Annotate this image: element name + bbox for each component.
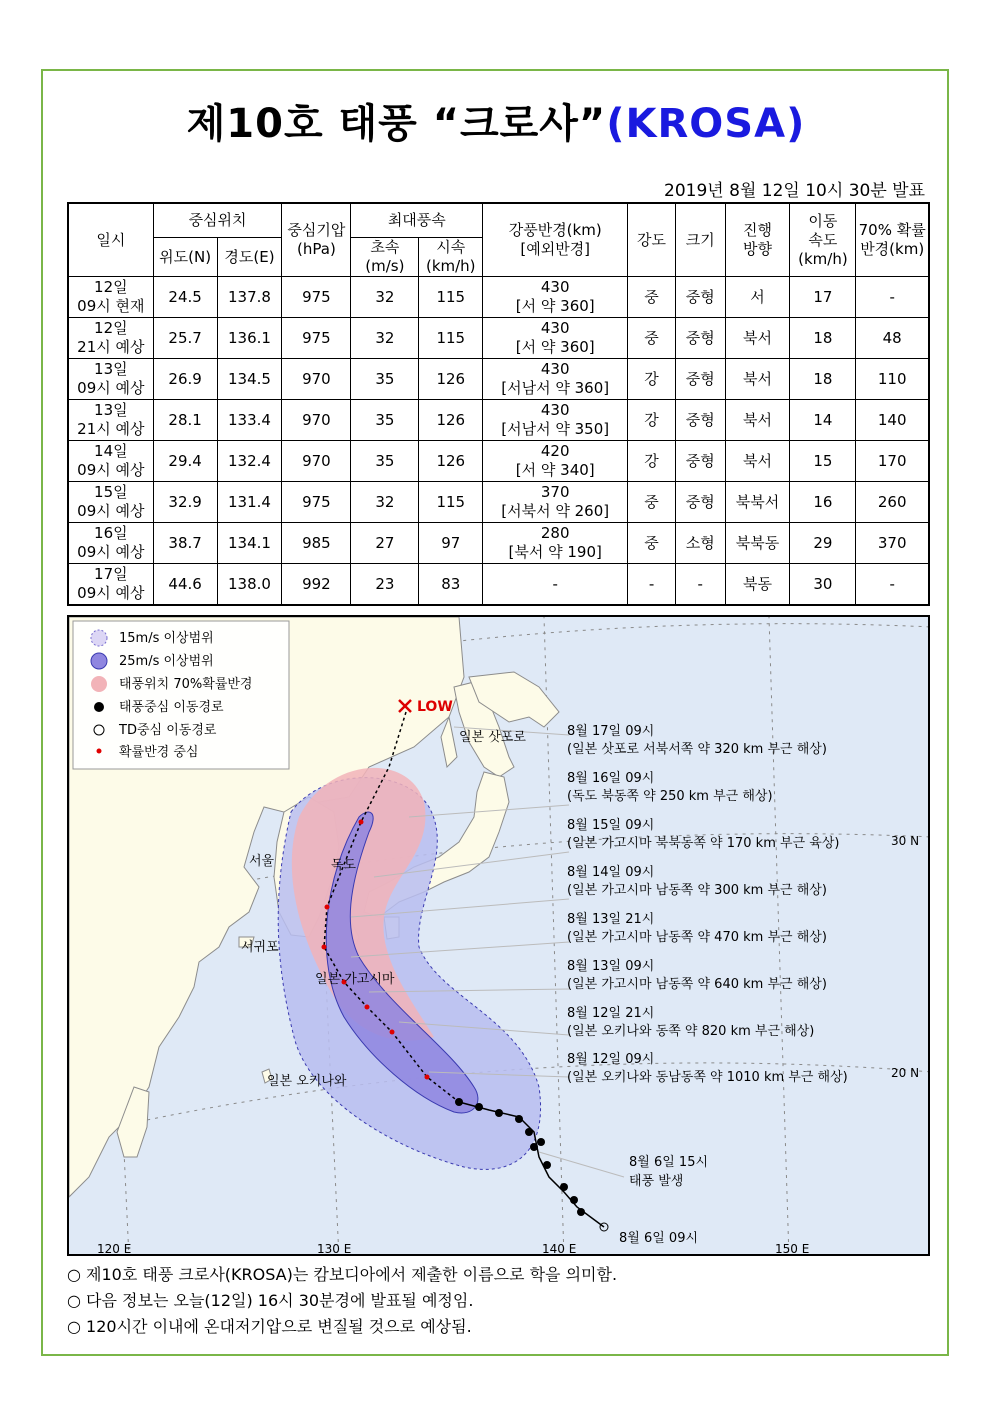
- legend-25ms-icon: [91, 653, 107, 669]
- cell-prob: 170: [856, 441, 929, 482]
- cell-speed: 18: [790, 318, 856, 359]
- cell-direction: 북북서: [725, 482, 790, 523]
- track-map: [67, 615, 930, 1256]
- place-okinawa: 일본 오키나와: [267, 1074, 347, 1089]
- header-prob: 70% 확률 반경(km): [856, 203, 929, 277]
- cell-lon: 132.4: [217, 441, 282, 482]
- cell-intensity: 중: [628, 318, 676, 359]
- cell-intensity: 중: [628, 523, 676, 564]
- header-size: 크기: [675, 203, 725, 277]
- cell-kmh: 126: [419, 441, 483, 482]
- cell-direction: 서: [725, 277, 790, 318]
- lat-label-30: 30 N: [891, 834, 920, 848]
- cell-size: 중형: [675, 277, 725, 318]
- cell-kmh: 126: [419, 400, 483, 441]
- annotation-text: (일본 오키나와 동쪽 약 820 km 부근 해상): [567, 1024, 815, 1039]
- cell-speed: 17: [790, 277, 856, 318]
- header-maxwind: 최대풍속: [351, 203, 483, 238]
- cell-speed: 15: [790, 441, 856, 482]
- cell-pressure: 970: [282, 441, 351, 482]
- lon-label-150: 150 E: [775, 1242, 810, 1256]
- cell-radius: 430 [서남서 약 350]: [483, 400, 628, 441]
- cell-prob: -: [856, 564, 929, 606]
- cell-pressure: 975: [282, 318, 351, 359]
- annotation-text: (일본 가고시마 남동쪽 약 470 km 부근 해상): [567, 930, 827, 945]
- annotation-date: 8월 17일 09시: [567, 724, 655, 739]
- cell-direction: 북서: [725, 441, 790, 482]
- cell-radius: 280 [북서 약 190]: [483, 523, 628, 564]
- table-row: [68, 277, 929, 318]
- cell-lon: 134.5: [217, 359, 282, 400]
- place-kagoshima: 일본 가고시마: [315, 972, 395, 987]
- legend: [73, 621, 289, 769]
- cell-lat: 38.7: [153, 523, 217, 564]
- header-direction: 진행 방향: [725, 203, 790, 277]
- cell-ms: 35: [351, 441, 419, 482]
- cell-kmh: 83: [419, 564, 483, 606]
- legend-15ms-icon: [91, 630, 107, 646]
- forecast-table: [67, 202, 930, 606]
- cell-speed: 18: [790, 359, 856, 400]
- place-seoul: 서울: [249, 854, 275, 869]
- cell-ms: 32: [351, 277, 419, 318]
- lon-label-120: 120 E: [97, 1242, 132, 1256]
- annotation-text: (일본 가고시마 남동쪽 약 640 km 부근 해상): [567, 977, 827, 992]
- header-lat: 위도(N): [153, 238, 217, 277]
- cell-time: 13일 21시 예상: [68, 400, 153, 441]
- cell-size: 중형: [675, 400, 725, 441]
- cell-pressure: 985: [282, 523, 351, 564]
- annotation-text: (일본 삿포로 서북서쪽 약 320 km 부근 해상): [567, 742, 827, 757]
- cell-direction: 북동: [725, 564, 790, 606]
- cell-lon: 138.0: [217, 564, 282, 606]
- genesis-date: 8월 6일 15시: [629, 1155, 709, 1170]
- annotation-date: 8월 15일 09시: [567, 818, 655, 833]
- table-row: [68, 523, 929, 564]
- place-sapporo: 일본 삿포로: [459, 730, 526, 745]
- cell-intensity: 강: [628, 359, 676, 400]
- annotation-date: 8월 16일 09시: [567, 771, 655, 786]
- legend-label-5: 확률반경 중심: [119, 745, 199, 760]
- place-dokdo: 독도: [331, 858, 357, 873]
- note-2: ○ 120시간 이내에 온대저기압으로 변질될 것으로 예상됨.: [67, 1317, 472, 1336]
- cell-direction: 북서: [725, 318, 790, 359]
- map-svg: [69, 617, 930, 1256]
- genesis-text: 태풍 발생: [629, 1174, 684, 1189]
- header-pressure: 중심기압 (hPa): [282, 203, 351, 277]
- annotation-date: 8월 12일 09시: [567, 1052, 655, 1067]
- cell-intensity: 강: [628, 400, 676, 441]
- cell-pressure: 975: [282, 482, 351, 523]
- low-label: LOW: [417, 699, 453, 715]
- cell-direction: 북서: [725, 400, 790, 441]
- annotation-text: (독도 북동쪽 약 250 km 부근 해상): [567, 789, 773, 804]
- lon-label-140: 140 E: [542, 1242, 577, 1256]
- cell-ms: 27: [351, 523, 419, 564]
- cell-prob: 260: [856, 482, 929, 523]
- cell-kmh: 115: [419, 482, 483, 523]
- notes: [67, 1262, 617, 1340]
- header-speed: 이동 속도 (km/h): [790, 203, 856, 277]
- cell-speed: 30: [790, 564, 856, 606]
- cell-time: 14일 09시 예상: [68, 441, 153, 482]
- page-title: [0, 92, 992, 149]
- cell-lat: 44.6: [153, 564, 217, 606]
- annotation-date: 8월 12일 21시: [567, 1006, 655, 1021]
- table-row: [68, 564, 929, 606]
- cell-radius: 430 [서 약 360]: [483, 277, 628, 318]
- cell-speed: 14: [790, 400, 856, 441]
- cell-lon: 133.4: [217, 400, 282, 441]
- cell-kmh: 126: [419, 359, 483, 400]
- issued-time: 2019년 8월 12일 10시 30분 발표: [664, 181, 925, 201]
- cell-kmh: 97: [419, 523, 483, 564]
- cell-lon: 136.1: [217, 318, 282, 359]
- cell-size: 소형: [675, 523, 725, 564]
- cell-ms: 23: [351, 564, 419, 606]
- cell-ms: 32: [351, 318, 419, 359]
- cell-prob: -: [856, 277, 929, 318]
- cell-lat: 24.5: [153, 277, 217, 318]
- cell-time: 12일 09시 현재: [68, 277, 153, 318]
- cell-prob: 110: [856, 359, 929, 400]
- legend-label-1: 25m/s 이상범위: [119, 654, 214, 669]
- cell-size: 중형: [675, 359, 725, 400]
- header-radius: 강풍반경(km) [예외반경]: [483, 203, 628, 277]
- cell-kmh: 115: [419, 318, 483, 359]
- header-ms: 초속 (m/s): [351, 238, 419, 277]
- cell-time: 12일 21시 예상: [68, 318, 153, 359]
- cell-direction: 북북동: [725, 523, 790, 564]
- header-lon: 경도(E): [217, 238, 282, 277]
- cell-radius: 430 [서남서 약 360]: [483, 359, 628, 400]
- cell-intensity: -: [628, 564, 676, 606]
- cell-prob: 140: [856, 400, 929, 441]
- cell-kmh: 115: [419, 277, 483, 318]
- cell-lon: 134.1: [217, 523, 282, 564]
- note-0: ○ 제10호 태풍 크로사(KROSA)는 캄보디아에서 제출한 이름으로 학을 의미함.: [67, 1265, 618, 1284]
- table-row: [68, 482, 929, 523]
- cell-time: 13일 09시 예상: [68, 359, 153, 400]
- annotation-date: 8월 13일 09시: [567, 959, 655, 974]
- annotation-date: 8월 13일 21시: [567, 912, 655, 927]
- cell-pressure: 992: [282, 564, 351, 606]
- header-kmh: 시속 (km/h): [419, 238, 483, 277]
- cell-direction: 북서: [725, 359, 790, 400]
- cell-lat: 25.7: [153, 318, 217, 359]
- cell-lat: 32.9: [153, 482, 217, 523]
- cell-lon: 131.4: [217, 482, 282, 523]
- annotation-text: (일본 가고시마 남동쪽 약 300 km 부근 해상): [567, 883, 827, 898]
- cell-speed: 16: [790, 482, 856, 523]
- cell-radius: 430 [서 약 360]: [483, 318, 628, 359]
- cell-pressure: 970: [282, 359, 351, 400]
- cell-lat: 28.1: [153, 400, 217, 441]
- start-date: 8월 6일 09시: [619, 1231, 699, 1246]
- cell-ms: 32: [351, 482, 419, 523]
- annotation-text: (일본 오키나와 동남동쪽 약 1010 km 부근 해상): [567, 1070, 848, 1085]
- cell-lon: 137.8: [217, 277, 282, 318]
- lat-label-20: 20 N: [891, 1066, 920, 1080]
- cell-radius: 420 [서 약 340]: [483, 441, 628, 482]
- annotation-text: (일본 가고시마 북북동쪽 약 170 km 부근 육상): [567, 836, 840, 851]
- cell-time: 16일 09시 예상: [68, 523, 153, 564]
- cell-prob: 370: [856, 523, 929, 564]
- cell-ms: 35: [351, 359, 419, 400]
- header-intensity: 강도: [628, 203, 676, 277]
- cell-time: 15일 09시 예상: [68, 482, 153, 523]
- lon-label-130: 130 E: [317, 1242, 352, 1256]
- table-row: [68, 359, 929, 400]
- cell-prob: 48: [856, 318, 929, 359]
- legend-label-4: TD중심 이동경로: [119, 723, 217, 738]
- place-seogwipo: 서귀포: [241, 940, 279, 955]
- title-english: (KROSA): [606, 101, 806, 147]
- cell-lat: 29.4: [153, 441, 217, 482]
- header-time: 일시: [68, 203, 153, 277]
- legend-label-0: 15m/s 이상범위: [119, 631, 214, 646]
- cell-time: 17일 09시 예상: [68, 564, 153, 606]
- legend-prob-icon: [91, 676, 107, 692]
- cell-size: 중형: [675, 482, 725, 523]
- cell-radius: -: [483, 564, 628, 606]
- cell-radius: 370 [서북서 약 260]: [483, 482, 628, 523]
- cell-lat: 26.9: [153, 359, 217, 400]
- legend-prob-center-icon: [97, 749, 102, 754]
- table-row: [68, 441, 929, 482]
- table-row: [68, 400, 929, 441]
- table-row: [68, 318, 929, 359]
- legend-label-2: 태풍위치 70%확률반경: [119, 677, 253, 692]
- cell-size: 중형: [675, 441, 725, 482]
- cell-speed: 29: [790, 523, 856, 564]
- cell-pressure: 970: [282, 400, 351, 441]
- cell-intensity: 중: [628, 482, 676, 523]
- title-main: 제10호 태풍 “크로사”: [186, 101, 607, 147]
- note-1: ○ 다음 정보는 오늘(12일) 16시 30분경에 발표될 예정임.: [67, 1291, 474, 1310]
- legend-typhoon-icon: [94, 702, 104, 712]
- cell-intensity: 강: [628, 441, 676, 482]
- cell-ms: 35: [351, 400, 419, 441]
- cell-intensity: 중: [628, 277, 676, 318]
- cell-size: -: [675, 564, 725, 606]
- cell-size: 중형: [675, 318, 725, 359]
- cell-pressure: 975: [282, 277, 351, 318]
- annotation-date: 8월 14일 09시: [567, 865, 655, 880]
- header-center: 중심위치: [153, 203, 282, 238]
- legend-label-3: 태풍중심 이동경로: [119, 700, 224, 715]
